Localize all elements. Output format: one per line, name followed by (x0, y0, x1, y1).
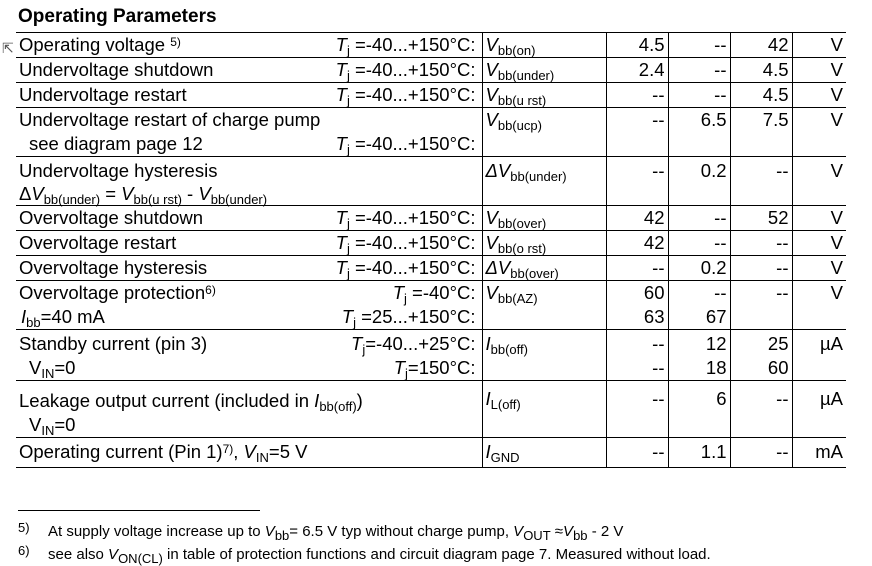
min-value: -- (606, 381, 668, 438)
condition-cell: $T_j =-40...+150^\circ C$: (335, 257, 476, 281)
typ-value: 6 (668, 381, 730, 438)
table-row (16, 206, 846, 231)
min-value: -- (606, 108, 668, 157)
min-value: 4.5 (606, 33, 668, 58)
table-row (16, 83, 846, 108)
unit-value: V (792, 281, 846, 330)
param-cell: Standby current (pin 3) $V_{IN}=0$ $T_j=-40...+25^\circ C$: $T_j=150^\circ C$: (16, 330, 482, 381)
typ-value: 0.2 (668, 157, 730, 206)
typ-value: 6.5 (668, 108, 730, 157)
param-cell: Overvoltage protection$^{6)}$ $I_{bb}=40$ mA $T_j =-40^\circ C$: $T_j =25...+150^\circ C$: (16, 281, 482, 330)
min-value: 60 63 (606, 281, 668, 330)
max-value: 25 60 (730, 330, 792, 381)
min-value: 42 (606, 206, 668, 231)
min-value: -- (606, 83, 668, 108)
param-cell: Undervoltage hysteresis $\Delta V_{bb(under)} = V_{bb(u rst)} - V_{bb(under)}$ (16, 157, 482, 206)
footnote-6: 6) see also $V_{ON(CL)}$ in table of protection functions and circuit diagram page 7. Measured without load. (18, 543, 711, 566)
typ-value: -- (668, 33, 730, 58)
param-cell: Leakage output current (included in $I_{bb(off)}$) $V_{IN}=0$ (16, 381, 482, 438)
param-cell: Overvoltage hysteresis $T_j =-40...+150^\circ C$: (16, 256, 482, 281)
symbol-cell: $V_{bb(u rst)}$ (482, 83, 606, 108)
symbol-cell: $I_{GND}$ (482, 438, 606, 468)
symbol-cell: $V_{bb(under)}$ (482, 58, 606, 83)
param-cell: Operating current (Pin 1)$^{7)}$, $V_{IN}=5$ V (16, 438, 482, 468)
max-value: -- (730, 438, 792, 468)
typ-value: -- (668, 231, 730, 256)
param-cell: Undervoltage restart $T_j =-40...+150^\circ C$: (16, 83, 482, 108)
min-value: -- (606, 157, 668, 206)
max-value: -- (730, 231, 792, 256)
condition-cell: $T_j =-40...+150^\circ C$: (335, 34, 476, 58)
param-cell: Undervoltage restart of charge pump see diagram page 12 $T_j =-40...+150^\circ C$: (16, 108, 482, 157)
table-row (16, 108, 846, 157)
symbol-cell: $V_{bb(AZ)}$ (482, 281, 606, 330)
table-row (16, 330, 846, 381)
max-value: 7.5 (730, 108, 792, 157)
section-title: Operating Parameters (18, 6, 217, 27)
condition-cell: $T_j =-40^\circ C$: (392, 282, 476, 306)
typ-value: 0.2 (668, 256, 730, 281)
symbol-cell: $I_{bb(off)}$ (482, 330, 606, 381)
min-value: 2.4 (606, 58, 668, 83)
typ-value: -- (668, 83, 730, 108)
symbol-cell: $I_{L(off)}$ (482, 381, 606, 438)
table-row (16, 157, 846, 206)
typ-value: 12 18 (668, 330, 730, 381)
symbol-cell: $V_{bb(over)}$ (482, 206, 606, 231)
typ-value: -- (668, 206, 730, 231)
symbol-cell: $V_{bb(ucp)}$ (482, 108, 606, 157)
mouse-pointer-icon: ⇱ (2, 40, 14, 56)
unit-value: µA (792, 330, 846, 381)
condition-cell: $T_j =-40...+150^\circ C$: (335, 133, 476, 157)
unit-value: V (792, 231, 846, 256)
symbol-cell: $\Delta V_{bb(under)}$ (482, 157, 606, 206)
table-row (16, 256, 846, 281)
condition-cell: $T_j =-40...+150^\circ C$: (335, 84, 476, 108)
min-value: -- (606, 438, 668, 468)
condition-cell: $T_j =25...+150^\circ C$: (341, 306, 476, 330)
symbol-cell: $\Delta V_{bb(over)}$ (482, 256, 606, 281)
operating-parameters-table (16, 32, 846, 468)
unit-value: V (792, 256, 846, 281)
table-row (16, 438, 846, 468)
unit-value: V (792, 33, 846, 58)
typ-value: -- (668, 58, 730, 83)
param-cell: Operating voltage $^{5)}$ $T_j =-40...+150^\circ C$: (16, 33, 482, 58)
max-value: -- (730, 157, 792, 206)
unit-value: V (792, 58, 846, 83)
condition-cell: $T_j =-40...+150^\circ C$: (335, 59, 476, 83)
typ-value: -- 67 (668, 281, 730, 330)
max-value: 42 (730, 33, 792, 58)
max-value: 4.5 (730, 58, 792, 83)
typ-value: 1.1 (668, 438, 730, 468)
param-cell: Overvoltage restart $T_j =-40...+150^\circ C$: (16, 231, 482, 256)
table-row (16, 58, 846, 83)
max-value: 52 (730, 206, 792, 231)
symbol-cell: $V_{bb(o rst)}$ (482, 231, 606, 256)
unit-value: µA (792, 381, 846, 438)
table-row (16, 281, 846, 330)
min-value: -- (606, 256, 668, 281)
unit-value: V (792, 206, 846, 231)
max-value: 4.5 (730, 83, 792, 108)
min-value: -- -- (606, 330, 668, 381)
condition-cell: $T_j=150^\circ C$: (393, 357, 476, 381)
param-cell: Undervoltage shutdown $T_j =-40...+150^\circ C$: (16, 58, 482, 83)
max-value: -- (730, 281, 792, 330)
condition-cell: $T_j=-40...+25^\circ C$: (351, 333, 476, 357)
param-cell: Overvoltage shutdown $T_j =-40...+150^\circ C$: (16, 206, 482, 231)
symbol-cell: $V_{bb(on)}$ (482, 33, 606, 58)
footnote-5: 5) At supply voltage increase up to $V_{bb}= 6.5$ V typ without charge pump, $V_{OUT} \approx V_{bb} - 2$ V (18, 520, 624, 543)
table-row (16, 381, 846, 438)
table-row (16, 33, 846, 58)
unit-value: V (792, 157, 846, 206)
min-value: 42 (606, 231, 668, 256)
unit-value: mA (792, 438, 846, 468)
unit-value: V (792, 108, 846, 157)
unit-value: V (792, 83, 846, 108)
condition-cell: $T_j =-40...+150^\circ C$: (335, 207, 476, 231)
table-row (16, 231, 846, 256)
footnote-divider (18, 510, 260, 511)
condition-cell: $T_j =-40...+150^\circ C$: (335, 232, 476, 256)
max-value: -- (730, 381, 792, 438)
max-value: -- (730, 256, 792, 281)
